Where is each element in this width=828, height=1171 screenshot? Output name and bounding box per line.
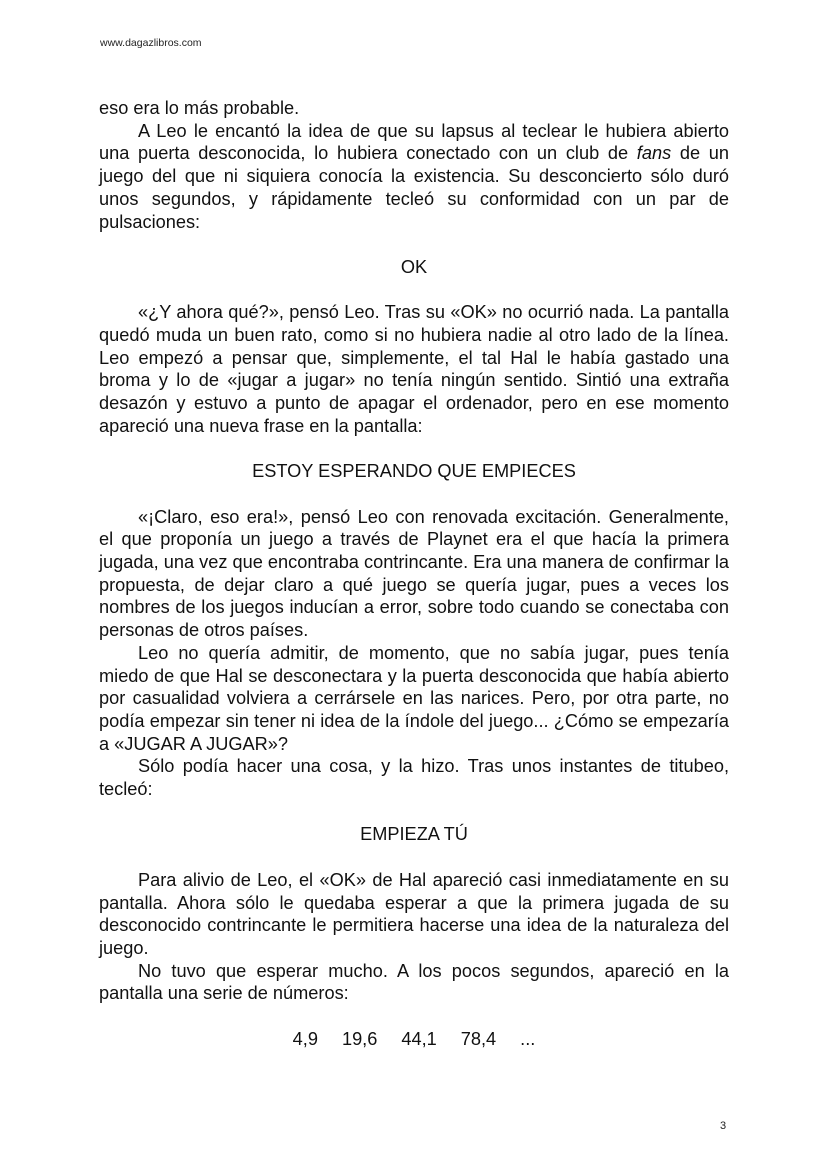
paragraph-4: «¡Claro, eso era!», pensó Leo con renovada excitación. Generalmente, el que proponía un juego a través de Playnet era el que hacía la primera jugada, una vez que encontraba contrincante. Era una manera de confirmar la propuesta, de dejar claro a qué juego se quería jugar, pues a veces los nombres de los juegos inducían a error, sobre todo cuando se conectaba con personas de otros países. — [99, 506, 729, 641]
number-series-item: 44,1 — [401, 1028, 437, 1049]
paragraph-2-italic: fans — [636, 143, 672, 164]
page-body — [99, 97, 729, 1050]
paragraph-2-text-a: A Leo le encantó la idea de que su lapsus al teclear le hubiera abierto una puerta desconocida, lo hubiera conectado con un club de — [99, 120, 729, 164]
paragraph-7: Para alivio de Leo, el «OK» de Hal apareció casi inmediatamente en su pantalla. Ahora sólo le quedaba esperar a que la primera jugada de su desconocido contrincante le permitiera hacerse una idea de la naturaleza del juego. — [99, 869, 729, 958]
number-series — [99, 1028, 729, 1051]
number-series-item: 4,9 — [292, 1028, 318, 1049]
paragraph-2-text-b: de un juego del que ni siquiera conocía la existencia. Su desconcierto sólo duró unos segundos, y rápidamente tecleó su conformidad con un par de pulsaciones: — [99, 143, 729, 232]
paragraph-8: No tuvo que esperar mucho. A los pocos segundos, apareció en la pantalla una serie de números: — [99, 960, 729, 1004]
paragraph-6: Sólo podía hacer una cosa, y la hizo. Tras unos instantes de titubeo, tecleó: — [99, 756, 729, 800]
paragraph-1: eso era lo más probable. — [99, 98, 300, 118]
number-series-item: ... — [520, 1028, 536, 1049]
number-series-item: 19,6 — [341, 1028, 378, 1049]
header-url: www.dagazlibros.com — [100, 37, 202, 49]
paragraph-2 — [99, 120, 729, 234]
screen-line-start: EMPIEZA TÚ — [360, 824, 468, 845]
number-series-item: 78,4 — [460, 1028, 497, 1049]
screen-line-ok: OK — [400, 256, 428, 277]
paragraph-3: «¿Y ahora qué?», pensó Leo. Tras su «OK» no ocurrió nada. La pantalla quedó muda un buen rato, como si no hubiera nadie al otro lado de la línea. Leo empezó a pensar que, simplemente, el tal Hal le había gastado una broma y lo de «jugar a jugar» no tenía ningún sentido. Sintió una extraña desazón y estuvo a punto de apagar el ordenador, pero en ese momento apareció una nueva frase en la pantalla: — [99, 302, 729, 436]
screen-line-waiting: ESTOY ESPERANDO QUE EMPIECES — [252, 461, 576, 482]
page-number: 3 — [720, 1120, 727, 1132]
paragraph-5: Leo no quería admitir, de momento, que no sabía jugar, pues tenía miedo de que Hal se desconectara y la puerta desconocida que había abierto por casualidad volviera a cerrársele en las narices. Pero, por otra parte, no podía empezar sin tener ni idea de la índole del juego... ¿Cómo se empezaría a «JUGAR A JUGAR»? — [99, 642, 729, 754]
